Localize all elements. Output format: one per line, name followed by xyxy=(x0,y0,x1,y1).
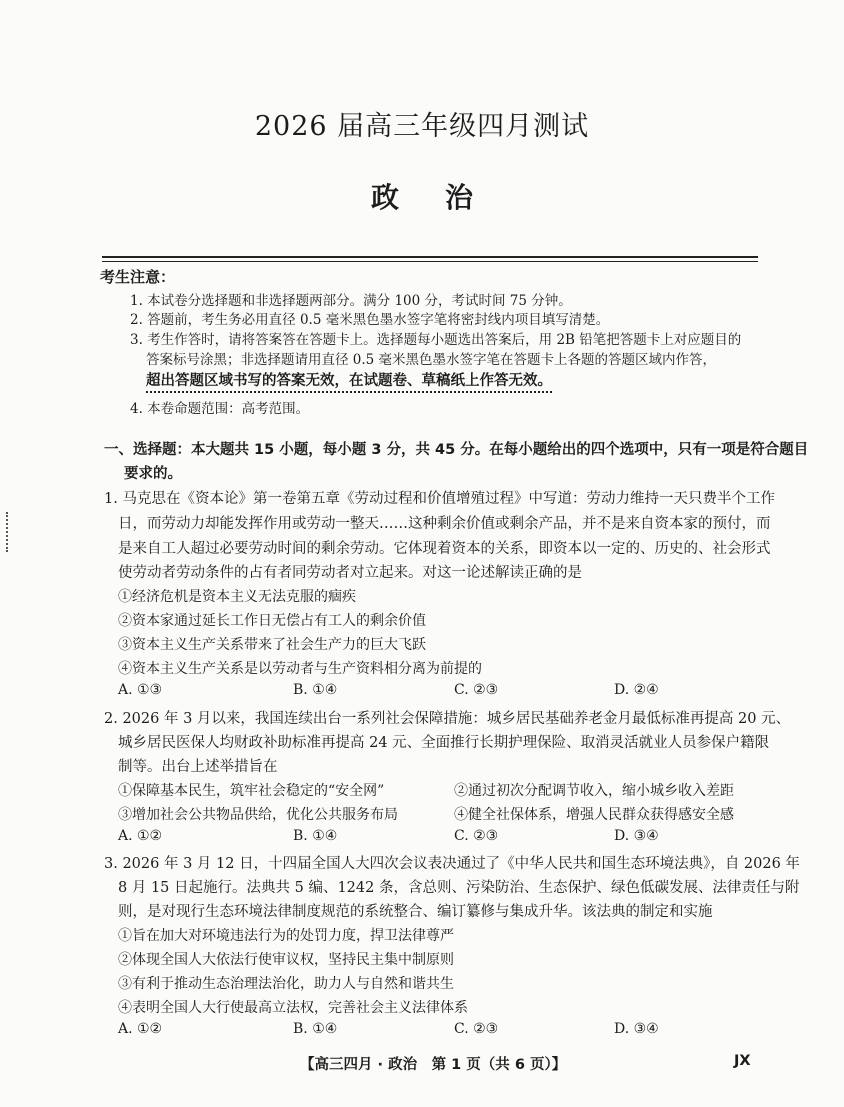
section-heading: 一、选择题：本大题共 15 小题，每小题 3 分，共 45 分。在每小题给出的四个选项中，只有一项是符合题目 xyxy=(104,442,809,458)
question-2-stem-line: 制等。出台上述举措旨在 xyxy=(118,759,278,775)
notice-item-3-cont: 答案标号涂黑；非选择题请用直径 0.5 毫米黑色墨水签字笔在答题卡上各题的答题区域内作答， xyxy=(146,352,717,368)
question-2-statement: ②通过初次分配调节收入，缩小城乡收入差距 xyxy=(454,783,734,799)
notice-item-3-emphasis: 超出答题区域书写的答案无效，在试题卷、草稿纸上作答无效。 xyxy=(146,369,552,390)
question-3-choice-a[interactable]: A. ①② xyxy=(118,1021,163,1037)
question-3-stem-line: 3. 2026 年 3 月 12 日，十四届全国人大四次会议表决通过了《中华人民共和国生态环境法典》，自 2026 年 xyxy=(104,856,800,872)
binding-line-mark xyxy=(6,512,11,552)
question-3-statement: ③有利于推动生态治理法治化，助力人与自然和谐共生 xyxy=(118,976,454,992)
question-1-choice-b[interactable]: B. ①④ xyxy=(293,682,338,698)
question-2-choice-a[interactable]: A. ①② xyxy=(118,828,163,844)
question-2-statement: ①保障基本民生，筑牢社会稳定的“安全网” xyxy=(118,783,385,799)
exam-title: 2026 届高三年级四月测试 xyxy=(254,111,590,142)
subject-title: 政治 xyxy=(370,181,519,214)
question-1-statement: ③资本主义生产关系带来了社会生产力的巨大飞跃 xyxy=(118,637,426,653)
question-3-choice-b[interactable]: B. ①④ xyxy=(293,1021,338,1037)
page-footer: 【高三四月 · 政治 第 1 页（共 6 页）】 xyxy=(300,1057,567,1073)
question-1-statement: ①经济危机是资本主义无法克服的痼疾 xyxy=(118,589,356,605)
question-2-stem-line: 城乡居民医保人均财政补助标准再提高 24 元、全面推行长期护理保险、取消灵活就业人员参保户籍限 xyxy=(118,735,770,751)
footer-code: JX xyxy=(734,1053,751,1069)
question-2-statement: ④健全社保体系，增强人民群众获得感安全感 xyxy=(454,807,734,823)
question-1-choice-c[interactable]: C. ②③ xyxy=(454,682,499,698)
question-2-stem-line: 2. 2026 年 3 月以来，我国连续出台一系列社会保障措施：城乡居民基础养老金月最低标准再提高 20 元、 xyxy=(104,711,791,727)
question-3-statement: ①旨在加大对环境违法行为的处罚力度，捍卫法律尊严 xyxy=(118,928,454,944)
notice-item-2: 2. 答题前，考生务必用直径 0.5 毫米黑色墨水签字笔将密封线内项目填写清楚。 xyxy=(130,312,610,328)
question-3-statement: ②体现全国人大依法行使审议权，坚持民主集中制原则 xyxy=(118,952,454,968)
question-3-choice-d[interactable]: D. ③④ xyxy=(614,1021,659,1037)
question-1-choice-a[interactable]: A. ①③ xyxy=(118,682,163,698)
notice-item-4: 4. 本卷命题范围：高考范围。 xyxy=(130,401,310,417)
question-3-stem-line: 则，是对现行生态环境法律制度规范的系统整合、编订纂修与集成升华。该法典的制定和实施 xyxy=(118,904,713,920)
question-1-choice-d[interactable]: D. ②④ xyxy=(614,682,659,698)
question-2-choice-d[interactable]: D. ③④ xyxy=(614,828,659,844)
question-2-statement: ③增加社会公共物品供给，优化公共服务布局 xyxy=(118,807,398,823)
question-1-stem-line: 1. 马克思在《资本论》第一卷第五章《劳动过程和价值增殖过程》中写道：劳动力维持一天只费半个工作 xyxy=(104,491,775,507)
question-3-statement: ④表明全国人大行使最高立法权，完善社会主义法律体系 xyxy=(118,1000,468,1016)
notice-item-1: 1. 本试卷分选择题和非选择题两部分。满分 100 分，考试时间 75 分钟。 xyxy=(130,293,572,309)
question-1-stem-line: 日，而劳动力却能发挥作用或劳动一整天……这种剩余价值或剩余产品，并不是来自资本家的预付，而 xyxy=(118,516,771,532)
question-2-choice-c[interactable]: C. ②③ xyxy=(454,828,499,844)
question-1-statement: ②资本家通过延长工作日无偿占有工人的剩余价值 xyxy=(118,613,426,629)
header-rule xyxy=(102,256,758,258)
question-2-choice-b[interactable]: B. ①④ xyxy=(293,828,338,844)
question-1-stem-line: 使劳动者劳动条件的占有者同劳动者对立起来。对这一论述解读正确的是 xyxy=(118,565,582,581)
notice-item-3: 3. 考生作答时，请将答案答在答题卡上。选择题每小题选出答案后，用 2B 铅笔把答题卡上对应题目的 xyxy=(130,332,742,348)
question-1-statement: ④资本主义生产关系是以劳动者与生产资料相分离为前提的 xyxy=(118,661,482,677)
question-3-choice-c[interactable]: C. ②③ xyxy=(454,1021,499,1037)
section-heading-cont: 要求的。 xyxy=(124,466,182,482)
notice-heading: 考生注意： xyxy=(100,268,176,286)
question-3-stem-line: 8 月 15 日起施行。法典共 5 编、1242 条，含总则、污染防治、生态保护、绿色低碳发展、法律责任与附 xyxy=(118,880,800,896)
question-1-stem-line: 是来自工人超过必要劳动时间的剩余劳动。它体现着资本的关系，即资本以一定的、历史的、社会形式 xyxy=(118,541,771,557)
header-rule-thin xyxy=(102,261,758,262)
